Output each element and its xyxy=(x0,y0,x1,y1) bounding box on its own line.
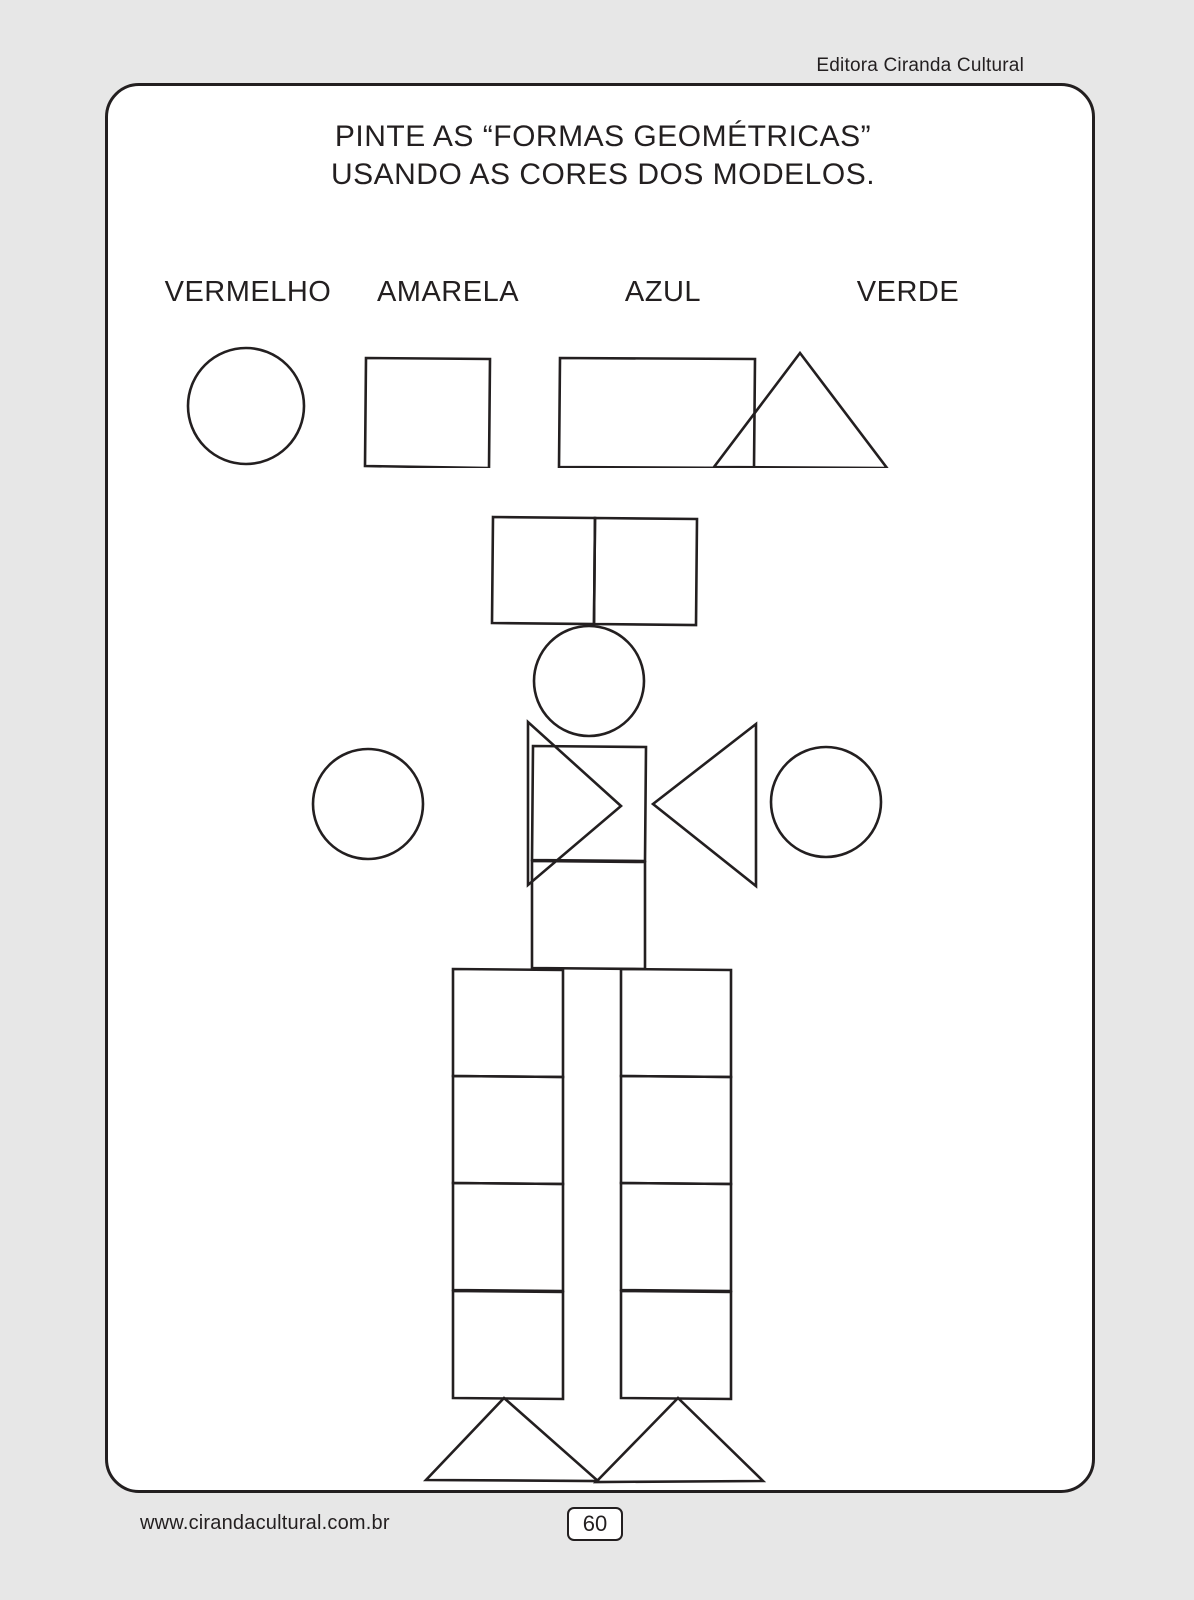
page-title xyxy=(108,118,1098,194)
left-foot-triangle xyxy=(426,1398,598,1481)
left-hand-circle xyxy=(313,749,423,859)
legend-label-amarela: AMARELA xyxy=(376,276,520,308)
page-title-line2: USANDO AS CORES DOS MODELOS. xyxy=(330,158,876,191)
right-leg-squares xyxy=(621,969,731,1399)
footer-url[interactable]: www.cirandacultural.com.br xyxy=(140,1512,390,1534)
worksheet-sheet xyxy=(105,83,1095,1493)
legend-triangle-icon xyxy=(714,353,887,468)
chest-square xyxy=(532,746,646,861)
legend-square-icon xyxy=(365,358,490,468)
page-title-line1: PINTE AS “FORMAS GEOMÉTRICAS” xyxy=(334,120,872,153)
legend-label-vermelho: VERMELHO xyxy=(164,276,332,308)
hat-right-square xyxy=(594,518,697,625)
right-arm-triangle xyxy=(653,724,756,886)
legend-label-verde: VERDE xyxy=(856,276,960,308)
left-leg-squares xyxy=(453,969,563,1399)
torso-square xyxy=(532,861,645,969)
page-number: 60 xyxy=(567,1507,623,1541)
publisher-credit: Editora Ciranda Cultural xyxy=(816,55,1024,76)
right-foot-triangle xyxy=(596,1398,763,1482)
legend-label-azul: AZUL xyxy=(624,276,702,308)
head-circle xyxy=(534,626,644,736)
legend-circle-icon xyxy=(188,348,304,464)
hat-left-square xyxy=(492,517,595,624)
right-hand-circle xyxy=(771,747,881,857)
color-legend xyxy=(108,276,1098,476)
shape-figure xyxy=(108,486,1098,1486)
legend-shapes xyxy=(108,328,1098,468)
